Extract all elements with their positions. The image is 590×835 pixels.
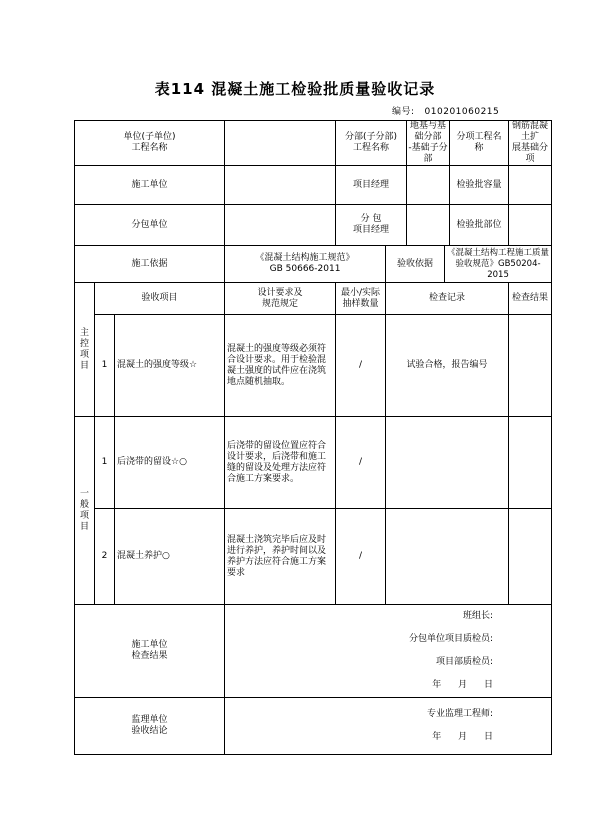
item-record[interactable]: 试验合格，报告编号 [386, 315, 509, 417]
col-sample-qty: 最小/实际 抽样数量 [336, 283, 386, 315]
doc-number-label: 编号: [392, 107, 415, 117]
basis-value: 《混凝土结构施工规范》 GB 50666-2011 [225, 246, 386, 283]
subcontract-unit-value[interactable] [225, 205, 336, 246]
item-requirement: 后浇带的留设位置应符合设计要求，后浇带和施工缝的留设及处理方法应符合施工方案要求。 [225, 417, 336, 509]
division-cell [336, 121, 509, 166]
pm-cell [336, 166, 509, 205]
division-label: 分部(子分部) 工程名称 [336, 121, 407, 165]
main-control-section: 主控项目 [75, 283, 95, 417]
project-manager-label: 项目经理 [336, 166, 407, 204]
item-no: 1 [95, 417, 115, 509]
item-record[interactable] [386, 509, 509, 605]
subcontract-unit-label: 分包单位 [75, 205, 225, 246]
project-manager-value[interactable] [407, 166, 450, 204]
item-sample: / [336, 315, 386, 417]
doc-number-value: 010201060215 [424, 107, 500, 117]
general-item-row [75, 417, 552, 509]
doc-number [392, 104, 499, 117]
general-item-row [75, 509, 552, 605]
construction-result-label: 施工单位 检查结果 [75, 605, 225, 698]
supervision-engineer-label: 专业监理工程师: [427, 709, 494, 719]
inspection-record-table [74, 120, 552, 755]
general-section: 一般项目 [75, 417, 95, 605]
construction-unit-label: 施工单位 [75, 166, 225, 205]
batch-location-label: 检验批部位 [456, 219, 502, 230]
item-sample: / [336, 417, 386, 509]
main-item-row [75, 315, 552, 417]
acceptance-basis-value: 《混凝土结构工程施工质量 验收规范》GB50204-2015 [447, 247, 550, 280]
unit-name-label: 单位(子单位) 工程名称 [75, 121, 225, 166]
supervision-signatures [225, 698, 552, 755]
col-check-result: 检查结果 [509, 283, 552, 315]
item-no: 1 [95, 315, 115, 417]
day-label: 日 [484, 732, 494, 742]
subitem-value: 钢筋混凝土扩 展基础分项 [509, 121, 552, 166]
col-check-record: 检查记录 [386, 283, 509, 315]
item-name: 混凝土养护○ [115, 509, 225, 605]
division-value: 地基与基础分部 -基础子分部 [407, 121, 450, 165]
sub-inspector-label: 分包单位项目质检员: [409, 634, 494, 644]
construction-result-signatures [225, 605, 552, 698]
acceptance-basis-label: 验收依据 [386, 246, 445, 282]
batch-capacity-label: 检验批容量 [456, 179, 502, 190]
acceptance-basis-cell [386, 246, 552, 283]
item-record[interactable] [386, 417, 509, 509]
item-requirement: 混凝土浇筑完毕后应及时进行养护，养护时间以及养护方法应符合施工方案要求 [225, 509, 336, 605]
item-name: 后浇带的留设☆○ [115, 417, 225, 509]
item-result[interactable] [509, 315, 552, 417]
day-label: 日 [484, 680, 494, 690]
item-requirement: 混凝土的强度等级必须符合设计要求。用于检验混凝土强度的试件应在浇筑地点随机抽取。 [225, 315, 336, 417]
month-label: 月 [458, 680, 468, 690]
supervision-label: 监理单位 验收结论 [75, 698, 225, 755]
project-inspector-label: 项目部质检员: [436, 657, 494, 667]
unit-name-value[interactable] [225, 121, 336, 166]
construction-unit-value[interactable] [225, 166, 336, 205]
year-label: 年 [432, 680, 442, 690]
sub-project-manager-value[interactable] [407, 205, 450, 245]
page-title: 表114 混凝土施工检验批质量验收记录 [154, 80, 436, 98]
construction-result-date [227, 674, 493, 697]
item-result[interactable] [509, 417, 552, 509]
subitem-label: 分项工程名 称 [456, 132, 502, 153]
item-no: 2 [95, 509, 115, 605]
year-label: 年 [432, 732, 442, 742]
team-leader-label: 班组长: [463, 611, 494, 621]
col-design-req: 设计要求及 规范规定 [225, 283, 336, 315]
col-item: 验收项目 [95, 283, 225, 315]
supervision-date [227, 726, 493, 749]
basis-label: 施工依据 [75, 246, 225, 283]
item-result[interactable] [509, 509, 552, 605]
sub-project-manager-label: 分 包 项目经理 [336, 205, 407, 245]
item-name: 混凝土的强度等级☆ [115, 315, 225, 417]
batch-location-value[interactable] [509, 205, 552, 246]
sub-pm-cell [336, 205, 509, 246]
month-label: 月 [458, 732, 468, 742]
item-sample: / [336, 509, 386, 605]
batch-capacity-value[interactable] [509, 166, 552, 205]
